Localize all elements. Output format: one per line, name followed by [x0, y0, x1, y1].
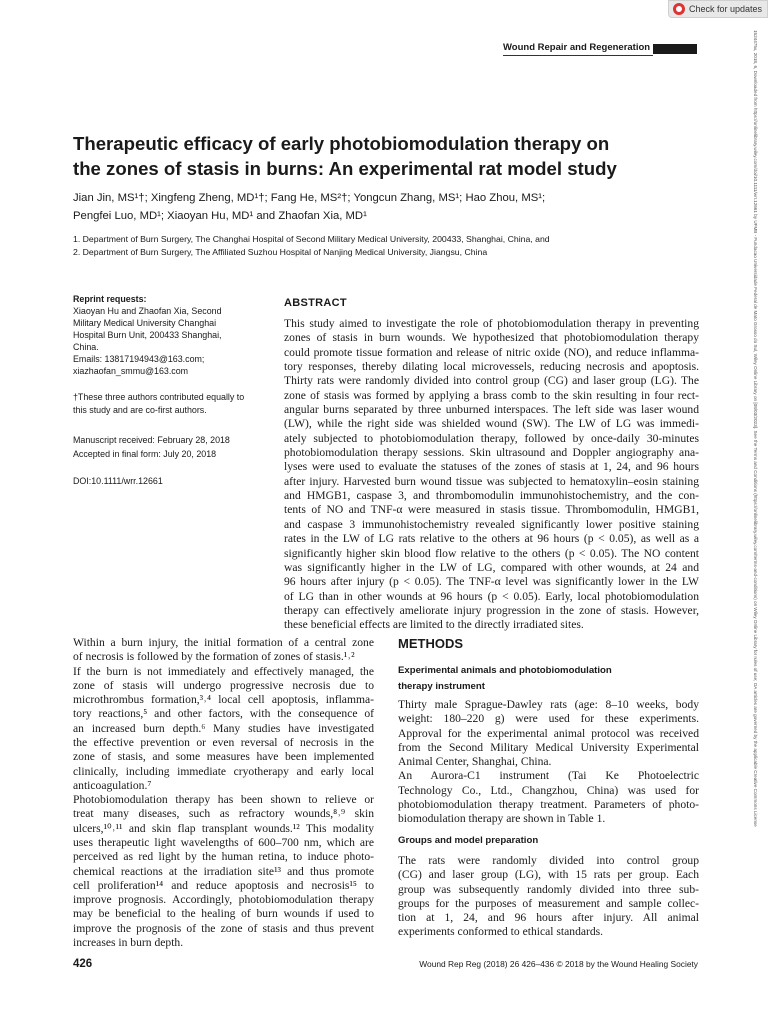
text-line: was significantly higher in the LW of LG, compared with other wounds, at 24 and: [284, 560, 699, 574]
text-line: 96 hours after injury (p < 0.05). The TNF-α level was significantly lower in the LW: [284, 575, 699, 589]
affiliations: [73, 233, 713, 259]
reprint-line: xiazhaofan_smmu@163.com: [73, 366, 189, 376]
title-line: the zones of stasis in burns: An experimental rat model study: [73, 158, 617, 179]
text-line: increases in burn depth.: [73, 935, 184, 949]
author-line: Pengfei Luo, MD¹; Xiaoyan Hu, MD¹ and Zhaofan Xia, MD¹: [73, 209, 367, 222]
text-line: Within a burn injury, the initial formation of a central zone: [73, 636, 374, 649]
text-line: photobiomodulation therapy sessions. Skin ultrasound and Doppler angiography ana-: [284, 446, 699, 460]
header-bar: [653, 44, 697, 54]
text-line: weight: 180–220 g) were used for these experiments.: [398, 712, 699, 726]
text-line: an increased burn depth.⁶ Many studies have investigated: [73, 721, 374, 735]
text-line: improve prognosis. Accordingly, photobiomodulation therapy: [73, 893, 374, 907]
text-line: and HMGB1, caspase 3, and thrombomodulin immunohistochemistry, and the con-: [284, 489, 699, 503]
text-line: zone of stasis will undergo progressive necrosis due to: [73, 678, 374, 692]
methods-heading: METHODS: [398, 636, 463, 651]
author-line: Jian Jin, MS¹†; Xingfeng Zheng, MD¹†; Fang He, MS²†; Yongcun Zhang, MS¹; Hao Zhou, MS¹;: [73, 192, 546, 204]
reprint-requests: [73, 293, 273, 377]
text-line: (LW), while the right side was shielded wound (SW). The LW of LG was immedi-: [284, 417, 699, 431]
text-line: photobiomodulation therapy treatment. Parameters of photo-: [398, 797, 699, 811]
text-line: from the Second Military Medical University Experimental: [398, 740, 699, 754]
text-line: Photobiomodulation therapy has been shown to relieve or: [73, 793, 374, 807]
methods-animals-text: [398, 698, 699, 827]
subheading-groups: Groups and model preparation: [398, 835, 539, 846]
text-line: after injury. Harvested burn wound tissue was subjected to hematoxylin–eosin staining: [284, 474, 699, 488]
text-line: perceived as red light by the human retina, to induce photo-: [73, 850, 374, 864]
reprint-line: Military Medical University Changhai: [73, 318, 217, 328]
text-line: and caspase 3 immunohistochemistry revealed significantly lower positive staining: [284, 517, 699, 531]
text-line: group was subsequently randomly divided into three sub-: [398, 882, 699, 896]
text-line: uses therapeutic light wavelengths of 600–700 nm, which are: [73, 835, 374, 849]
text-line: This study aimed to investigate the role of photobiomodulation therapy in preventing: [284, 317, 699, 330]
text-line: microthrombus formation,³˒⁴ local cell apoptosis, inflamma-: [73, 693, 374, 707]
text-line: If the burn is not immediately and effectively managed, the: [73, 664, 374, 678]
reprint-heading: Reprint requests:: [73, 294, 147, 304]
text-line: lyses were used to evaluate the statuses of the zones of stasis at 1, 24, and 96 hours: [284, 460, 699, 474]
check-for-updates-label: Check for updates: [689, 4, 763, 14]
text-line: groups for the purposes of measurement and sample collec-: [398, 896, 699, 910]
introduction-text: [73, 636, 374, 950]
check-for-updates-button[interactable]: [668, 0, 768, 18]
text-line: cell proliferation¹⁴ and reduce apoptosis and necrosis¹⁵ to: [73, 878, 374, 892]
cofirst-line: this study and are co-first authors.: [73, 404, 207, 415]
text-line: biomodulation therapy are shown in Table 1.: [398, 812, 606, 826]
affiliation: 1. Department of Burn Surgery, The Changhai Hospital of Second Military Medical University, 200433, Shanghai, China, and: [73, 234, 550, 244]
subheading-animals: [398, 663, 698, 695]
text-line: of LG than in other wounds at 96 hours (p < 0.05). Early, local photobiomodulation: [284, 589, 699, 603]
footer-citation: Wound Rep Reg (2018) 26 426–436 © 2018 by the Wound Healing Society: [419, 959, 698, 969]
reprint-line: Hospital Burn Unit, 200433 Shanghai,: [73, 330, 222, 340]
text-line: An Aurora-C1 instrument (Tai Ke Photoelectric: [398, 769, 699, 783]
cofirst-line: †These three authors contributed equally to: [73, 392, 245, 402]
text-line: treat many diseases, such as refractory wounds,⁸˒⁹ skin: [73, 807, 374, 821]
text-line: the effective prevention or even reversal of necrosis in the: [73, 735, 374, 749]
text-line: improve the prognosis of the zone of stasis and thus prevent: [73, 921, 374, 935]
text-line: ulcers,¹⁰˒¹¹ and skin flap transplant wounds.¹² This modality: [73, 821, 374, 835]
text-line: tory responses, thereby dilating local microvessels, reducing necrosis and apoptosis.: [284, 360, 699, 374]
text-line: of necrosis is followed by the formation of zones of stasis.¹˒²: [73, 650, 355, 664]
accepted-date: Accepted in final form: July 20, 2018: [73, 448, 217, 459]
text-line: these beneficial effects are limited to the directly irradiated sites.: [284, 618, 584, 632]
methods-groups-text: [398, 854, 699, 940]
text-line: tory reactions,⁵ and other factors, with the consequence of: [73, 707, 374, 721]
text-line: Approval for the experimental animal protocol was received: [398, 726, 699, 740]
page-number: 426: [73, 958, 93, 970]
cofirst-note: [73, 391, 273, 416]
doi[interactable]: DOI:10.1111/wrr.12661: [73, 476, 163, 486]
text-line: zones of stasis in burn wounds. We hypothesized that photobiomodulation therapy: [284, 331, 699, 345]
download-stamp: 1524475x, 2018, 6, Downloaded from https://onlinelibrary.wiley.com/doi/10.1111/wrr.12661 by UFMB - Fundacao Universidade Federal de Mato Grosso do Sul, Wiley Online Library on [08/03/2023]. See the Terms and Conditions (https://onlinelibrary.wiley.com/terms-and-conditions) on Wiley Online Library for rules of use; OA articles are governed by the applicable Creative Commons License: [753, 30, 758, 827]
text-line: tents of NO and TNF-α were measured in stasis tissue. Thrombomodulin, HMGB1,: [284, 503, 699, 517]
subheading-line: therapy instrument: [398, 681, 485, 692]
author-list: [73, 190, 673, 225]
header-rule: [503, 55, 653, 56]
reprint-line: China.: [73, 342, 99, 352]
text-line: may be beneficial to the healing of burn wounds if used to: [73, 907, 374, 921]
text-line: (CG) and laser group (LG), with 15 rats per group. Each: [398, 868, 699, 882]
text-line: Technology Co., Ltd., Changzhou, China) was used for: [398, 783, 699, 797]
abstract-heading: ABSTRACT: [284, 297, 347, 309]
text-line: Thirty male Sprague-Dawley rats (age: 8–10 weeks, body: [398, 698, 699, 711]
reprint-line: Emails: 13817194943@163.com;: [73, 354, 205, 364]
text-line: angular burns separated by three unburned interspaces. The left side was laser wound: [284, 403, 699, 417]
text-line: rates in the LW of LG rats relative to the others at 96 hours (p < 0.05), as well as a: [284, 532, 699, 546]
manuscript-dates: [73, 434, 273, 461]
text-line: could promote tissue formation and release of nitric oxide (NO), and reduce inflamma-: [284, 345, 699, 359]
subheading-line: Experimental animals and photobiomodulation: [398, 665, 612, 676]
affiliation: 2. Department of Burn Surgery, The Affiliated Suzhou Hospital of Nanjing Medical University, Jiangsu, China: [73, 247, 488, 257]
received-date: Manuscript received: February 28, 2018: [73, 435, 230, 445]
title-line: Therapeutic efficacy of early photobiomodulation therapy on: [73, 133, 610, 154]
text-line: therapy can effectively ameliorate injury progression in the zone of stasis. However,: [284, 603, 699, 617]
text-line: zone of stasis, and some measures have been implemented: [73, 750, 374, 764]
text-line: significantly higher skin blood flow relative to the others (p < 0.05). The NO content: [284, 546, 699, 560]
text-line: Thirty rats were randomly divided into control group (CG) and laser group (LG). The: [284, 374, 699, 388]
text-line: clinically, including immediate cryotherapy and early local: [73, 764, 374, 778]
text-line: chemical reactions at the irradiation site¹³ and thus promote: [73, 864, 374, 878]
crossmark-icon: [673, 3, 685, 15]
journal-name: Wound Repair and Regeneration: [503, 42, 651, 53]
text-line: ately subjected to photobiomodulation therapy, followed by once-daily 30-minutes: [284, 431, 699, 445]
abstract-body: [284, 317, 699, 633]
reprint-line: Xiaoyan Hu and Zhaofan Xia, Second: [73, 306, 222, 316]
text-line: Animal Center, Shanghai, China.: [398, 755, 552, 769]
text-line: anticoagulation.⁷: [73, 778, 152, 792]
text-line: zone of stasis was formed by applying a brass comb to the skin resulting in four rect-: [284, 388, 699, 402]
text-line: experiments conformed to ethical standards.: [398, 925, 604, 939]
article-title: [73, 131, 723, 181]
text-line: The rats were randomly divided into control group: [398, 854, 699, 867]
text-line: tion at 1, 24, and 96 hours after injury. All animal: [398, 911, 699, 925]
